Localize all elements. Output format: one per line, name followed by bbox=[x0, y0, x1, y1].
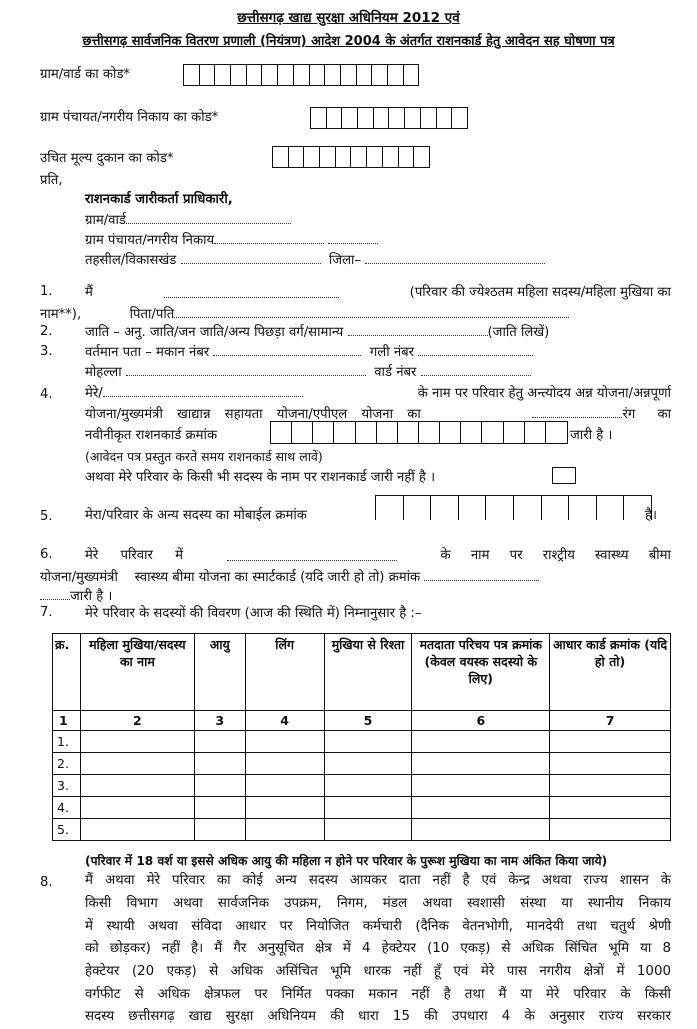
column-number: 7 bbox=[550, 711, 671, 731]
mobile-digit-box[interactable] bbox=[459, 496, 487, 520]
digit-box[interactable] bbox=[342, 108, 358, 128]
mobile-digit-box[interactable] bbox=[376, 496, 404, 520]
column-number: 2 bbox=[80, 711, 194, 731]
digit-box[interactable] bbox=[377, 422, 398, 443]
digit-box[interactable] bbox=[292, 422, 313, 443]
item-5-text-b: है। bbox=[645, 508, 658, 523]
father-husband-field[interactable] bbox=[174, 316, 569, 318]
applicant-name-field[interactable] bbox=[164, 296, 339, 298]
digit-box[interactable] bbox=[289, 147, 305, 167]
digit-box[interactable] bbox=[273, 147, 289, 167]
member-name-cell[interactable] bbox=[80, 753, 194, 775]
digit-box[interactable] bbox=[421, 108, 437, 128]
digit-box[interactable] bbox=[278, 65, 294, 85]
item-1-text-c: नाम**), bbox=[40, 307, 82, 322]
item-6-text-c: योजना/मुख्यमंत्री स्वास्थ्य बीमा योजना का स्मार्टकार्ड (यदि जारी हो तो) क्रमांक bbox=[40, 570, 421, 585]
digit-box[interactable] bbox=[215, 65, 231, 85]
digit-box[interactable] bbox=[311, 108, 327, 128]
item-6-text-b: के नाम पर राश्ट्रीय स्वास्थ्य बीमा bbox=[440, 548, 671, 563]
digit-box[interactable] bbox=[398, 422, 419, 443]
item-2-text-b: (जाति लिखें) bbox=[487, 325, 550, 340]
item-1-line-a bbox=[85, 282, 671, 300]
digit-box[interactable] bbox=[320, 147, 336, 167]
panchayat-field[interactable] bbox=[214, 242, 324, 244]
gender-cell[interactable] bbox=[245, 797, 324, 819]
table-row bbox=[53, 819, 671, 841]
digit-box[interactable] bbox=[358, 108, 374, 128]
item-2-text-a: जाति – अनु. जाति/जन जाति/अन्य पिछड़ा वर्ग/सामान्य bbox=[85, 325, 344, 340]
district-label: जिला– bbox=[328, 253, 362, 268]
member-name-cell[interactable] bbox=[80, 775, 194, 797]
voter-id-cell[interactable] bbox=[412, 797, 550, 819]
relation-cell[interactable] bbox=[324, 819, 412, 841]
column-number: 6 bbox=[412, 711, 550, 731]
panchayat-code-input[interactable] bbox=[310, 107, 468, 129]
ward-number-field[interactable] bbox=[421, 374, 531, 376]
digit-box[interactable] bbox=[372, 65, 388, 85]
voter-id-cell[interactable] bbox=[412, 775, 550, 797]
item-4-text-b: के नाम पर परिवार हेतु अन्त्योदय अन्न योजना/अन्नपूर्णा bbox=[417, 386, 671, 401]
item-6-line-c bbox=[40, 586, 112, 604]
digit-box[interactable] bbox=[388, 65, 404, 85]
item-5-text-a: मेरा/परिवार के अन्य सदस्य का मोबाईल क्रमांक bbox=[85, 508, 307, 523]
aadhaar-cell[interactable] bbox=[550, 775, 671, 797]
age-cell[interactable] bbox=[194, 775, 245, 797]
item-3-text-c: मोहल्ला bbox=[85, 365, 122, 380]
item-6-text-a: मेरे परिवार में bbox=[85, 548, 183, 563]
row-serial: 3. bbox=[53, 775, 81, 797]
item-3-text-b: गली नंबर bbox=[369, 345, 415, 360]
tehsil-field[interactable] bbox=[181, 262, 321, 264]
digit-box[interactable] bbox=[327, 108, 343, 128]
item-4-text-g: (आवेदन पत्र प्रस्तुत करते समय राशनकार्ड साथ लावें) bbox=[85, 449, 323, 464]
column-number: 5 bbox=[324, 711, 412, 731]
item-4-line-b bbox=[85, 404, 671, 422]
declaration-line: वर्गफीट से अधिक क्षेत्रफल पर निर्मित पक्का मकान नहीं है तथा मैं या मेरे परिवार के किसी bbox=[85, 987, 671, 1002]
digit-box[interactable] bbox=[200, 65, 216, 85]
item-number-6: 6. bbox=[40, 547, 53, 562]
street-number-field[interactable] bbox=[418, 354, 533, 356]
smartcard-number-field[interactable] bbox=[424, 579, 539, 581]
no-ration-card-checkbox[interactable] bbox=[552, 467, 576, 484]
panchayat-code-label: ग्राम पंचायत/नगरीय निकाय का कोड* bbox=[40, 110, 219, 125]
header-gender: लिंग bbox=[245, 634, 324, 711]
panchayat-field-extra[interactable] bbox=[328, 242, 378, 244]
digit-box[interactable] bbox=[414, 147, 429, 167]
digit-box[interactable] bbox=[440, 422, 461, 443]
tehsil-label: तहसील/विकासखंड bbox=[85, 253, 177, 268]
row-serial: 2. bbox=[53, 753, 81, 775]
item-3-text-a: वर्तमान पता – मकान नंबर bbox=[85, 345, 210, 360]
item-6-line-b bbox=[40, 567, 539, 585]
to-label: प्रति, bbox=[40, 173, 63, 188]
column-number: 4 bbox=[245, 711, 324, 731]
panchayat-label: ग्राम पंचायत/नगरीय निकाय bbox=[85, 233, 215, 248]
digit-box[interactable] bbox=[399, 147, 415, 167]
shop-code-label: उचित मूल्य दुकान का कोड* bbox=[40, 151, 174, 166]
header-member-name: महिला मुखिया/सदस्य का नाम bbox=[80, 634, 194, 711]
header-serial: क्र. bbox=[53, 634, 81, 711]
digit-box[interactable] bbox=[452, 108, 467, 128]
tehsil-line bbox=[85, 250, 545, 268]
table-row bbox=[53, 753, 671, 775]
digit-box[interactable] bbox=[336, 147, 352, 167]
authority-label: राशनकार्ड जारीकर्ता प्राधिकारी, bbox=[85, 192, 233, 207]
ward-code-input[interactable] bbox=[183, 64, 419, 86]
table-row bbox=[53, 731, 671, 753]
mobile-digit-box[interactable] bbox=[486, 496, 514, 520]
ward-code-label: ग्राम/वार्ड का कोड* bbox=[40, 67, 131, 82]
item-number-3: 3. bbox=[40, 344, 53, 359]
item-3-text-d: वार्ड नंबर bbox=[374, 365, 417, 380]
mobile-digit-box[interactable] bbox=[542, 496, 570, 520]
digit-box[interactable] bbox=[461, 422, 482, 443]
village-ward-field[interactable] bbox=[126, 222, 291, 224]
item-3-line-a bbox=[85, 342, 533, 360]
item-number-1: 1. bbox=[40, 284, 53, 299]
item-1-text-b: (परिवार की ज्येश्ठतम महिला सदस्य/महिला मुखिया का bbox=[409, 285, 671, 300]
digit-box[interactable] bbox=[546, 422, 566, 443]
item-1-text-d: पिता/पति bbox=[129, 307, 175, 322]
digit-box[interactable] bbox=[405, 108, 421, 128]
item-number-4: 4. bbox=[40, 387, 53, 402]
header-relation: मुखिया से रिश्ता bbox=[324, 634, 412, 711]
item-number-2: 2. bbox=[40, 324, 53, 339]
age-cell[interactable] bbox=[194, 731, 245, 753]
gender-cell[interactable] bbox=[245, 753, 324, 775]
aadhaar-cell[interactable] bbox=[550, 753, 671, 775]
form-title-line-1: छत्तीसगढ़ खाद्य सुरक्षा अधिनियम 2012 एवं bbox=[237, 10, 460, 26]
relation-cell[interactable] bbox=[324, 797, 412, 819]
digit-box[interactable] bbox=[304, 147, 320, 167]
item-4-text-d: रंग का bbox=[622, 407, 671, 422]
mobile-digit-box[interactable] bbox=[514, 496, 542, 520]
declaration-line: हेक्टेयर (20 एकड़) से अधिक असिंचित भूमि धारक नहीं हूँ एवं मेरे पास नगरीय क्षेत्रों में 1000 bbox=[85, 964, 671, 979]
item-1-line-b bbox=[40, 304, 569, 322]
column-number-row bbox=[53, 711, 671, 731]
digit-box[interactable] bbox=[313, 422, 334, 443]
digit-box[interactable] bbox=[367, 147, 383, 167]
digit-box[interactable] bbox=[357, 65, 373, 85]
mobile-digit-box[interactable] bbox=[569, 496, 597, 520]
item-number-7: 7. bbox=[40, 605, 53, 620]
item-number-8: 8. bbox=[40, 875, 53, 890]
smartcard-holder-field[interactable] bbox=[227, 559, 397, 561]
digit-box[interactable] bbox=[262, 65, 278, 85]
item-number-5: 5. bbox=[40, 509, 53, 524]
digit-box[interactable] bbox=[374, 108, 390, 128]
declaration-line: सदस्य छत्तीसगढ़ खाद्य सुरक्षा अधिनियम की धारा 15 की उपधारा 4 के अनुसार राज्य सरकार bbox=[85, 1009, 671, 1024]
digit-box[interactable] bbox=[294, 65, 310, 85]
item-6-text-d: जारी है । bbox=[70, 589, 113, 604]
age-cell[interactable] bbox=[194, 753, 245, 775]
digit-box[interactable] bbox=[404, 65, 419, 85]
header-age: आयु bbox=[194, 634, 245, 711]
declaration-line: को छोड़कर) नहीं है। मैं गैर अनुसूचित क्षेत्र में 4 हेक्टेयर (10 एकड़) से अधिक सिंचित भूमि या 8 bbox=[85, 941, 671, 956]
item-2-line bbox=[85, 322, 549, 340]
column-number: 1 bbox=[53, 711, 81, 731]
relation-cell[interactable] bbox=[324, 753, 412, 775]
digit-box[interactable] bbox=[525, 422, 546, 443]
digit-box[interactable] bbox=[247, 65, 263, 85]
digit-box[interactable] bbox=[356, 422, 377, 443]
mobile-digit-box[interactable] bbox=[404, 496, 432, 520]
age-cell[interactable] bbox=[194, 797, 245, 819]
gender-cell[interactable] bbox=[245, 731, 324, 753]
item-4-line-a bbox=[85, 383, 671, 401]
row-serial: 1. bbox=[53, 731, 81, 753]
voter-id-cell[interactable] bbox=[412, 731, 550, 753]
header-aadhaar: आधार कार्ड क्रमांक (यदि हो तो) bbox=[550, 634, 671, 711]
digit-box[interactable] bbox=[310, 65, 326, 85]
smartcard-number-field-cont[interactable] bbox=[40, 598, 70, 600]
digit-box[interactable] bbox=[389, 108, 405, 128]
digit-box[interactable] bbox=[351, 147, 367, 167]
ration-card-number-input[interactable] bbox=[270, 421, 568, 444]
table-row bbox=[53, 797, 671, 819]
member-name-cell[interactable] bbox=[80, 797, 194, 819]
item-4-text-a: मेरे/ bbox=[85, 386, 103, 401]
column-number: 3 bbox=[194, 711, 245, 731]
item-1-text-a: मैं bbox=[85, 285, 93, 300]
table-header-row bbox=[53, 634, 671, 711]
table-row bbox=[53, 775, 671, 797]
village-ward-label: ग्राम/वार्ड bbox=[85, 213, 126, 228]
declaration-line: किसी विभाग अथवा सार्वजनिक उपक्रम, निगम, मंडल अथवा स्वशासी संस्था या स्थानीय निकाय bbox=[85, 896, 671, 911]
item-3-line-b bbox=[85, 362, 531, 380]
digit-box[interactable] bbox=[271, 422, 292, 443]
card-holder-name-field[interactable] bbox=[103, 395, 303, 397]
item-4-text-f: जारी है । bbox=[570, 428, 613, 443]
locality-field[interactable] bbox=[126, 374, 366, 376]
digit-box[interactable] bbox=[437, 108, 453, 128]
card-color-field[interactable] bbox=[532, 416, 622, 418]
district-field[interactable] bbox=[365, 262, 545, 264]
aadhaar-cell[interactable] bbox=[550, 731, 671, 753]
relation-cell[interactable] bbox=[324, 775, 412, 797]
item-4-text-h: अथवा मेरे परिवार के किसी भी सदस्य के नाम पर राशनकार्ड जारी नहीं है । bbox=[85, 470, 436, 485]
digit-box[interactable] bbox=[504, 422, 525, 443]
shop-code-input[interactable] bbox=[272, 146, 430, 168]
row-serial: 4. bbox=[53, 797, 81, 819]
panchayat-line bbox=[85, 230, 378, 248]
declaration-line: में स्थायी अथवा संविदा आधार पर नियोजित कर्मचारी (दैनिक वेतनभोगी, मानदेयी तथा चतुर्थ श्रेणी bbox=[85, 919, 671, 934]
header-voter-id: मतदाता परिचय पत्र क्रमांक (केवल वयस्क सदस्यो के लिए) bbox=[412, 634, 550, 711]
digit-box[interactable] bbox=[482, 422, 503, 443]
digit-box[interactable] bbox=[341, 65, 357, 85]
item-6-line-a bbox=[85, 545, 671, 563]
caste-field[interactable] bbox=[348, 334, 488, 336]
member-name-cell[interactable] bbox=[80, 731, 194, 753]
member-name-cell[interactable] bbox=[80, 819, 194, 841]
declaration-line: मैं अथवा मेरे परिवार का कोई अन्य सदस्य आयकर दाता नहीं है एवं केन्द्र अथवा राज्य शासन के bbox=[85, 873, 671, 888]
village-ward-line bbox=[85, 210, 291, 228]
row-serial: 5. bbox=[53, 819, 81, 841]
mobile-number-input[interactable] bbox=[375, 495, 652, 520]
item-4-text-c: योजना/मुख्यमंत्री खाद्यान्न सहायता योजना/एपीएल योजना का bbox=[85, 407, 421, 422]
digit-box[interactable] bbox=[419, 422, 440, 443]
gender-cell[interactable] bbox=[245, 819, 324, 841]
form-title-line-2: छत्तीसगढ़ सार्वजनिक वितरण प्रणाली (नियंत्रण) आदेश 2004 के अंतर्गत राशनकार्ड हेतु आवेदन सह घोषणा पत्र bbox=[82, 34, 615, 49]
voter-id-cell[interactable] bbox=[412, 753, 550, 775]
relation-cell[interactable] bbox=[324, 731, 412, 753]
digit-box[interactable] bbox=[325, 65, 341, 85]
digit-box[interactable] bbox=[334, 422, 355, 443]
item-7-text-a: मेरे परिवार के सदस्यों की विवरण (आज की स्थिति में) निम्नानुसार है :– bbox=[85, 606, 422, 621]
house-number-field[interactable] bbox=[213, 354, 361, 356]
digit-box[interactable] bbox=[231, 65, 247, 85]
digit-box[interactable] bbox=[383, 147, 399, 167]
aadhaar-cell[interactable] bbox=[550, 819, 671, 841]
age-cell[interactable] bbox=[194, 819, 245, 841]
gender-cell[interactable] bbox=[245, 775, 324, 797]
digit-box[interactable] bbox=[184, 65, 200, 85]
mobile-digit-box[interactable] bbox=[431, 496, 459, 520]
family-members-table bbox=[52, 633, 671, 841]
table-footnote: (परिवार में 18 वर्श या इससे अधिक आयु की महिला न होने पर परिवार के पुरूश मुखिया का नाम अंकित किया जाये) bbox=[85, 854, 608, 868]
voter-id-cell[interactable] bbox=[412, 819, 550, 841]
aadhaar-cell[interactable] bbox=[550, 797, 671, 819]
item-4-text-e: नवीनीकृत राशनकार्ड क्रमांक bbox=[85, 428, 218, 443]
mobile-digit-box[interactable] bbox=[597, 496, 625, 520]
